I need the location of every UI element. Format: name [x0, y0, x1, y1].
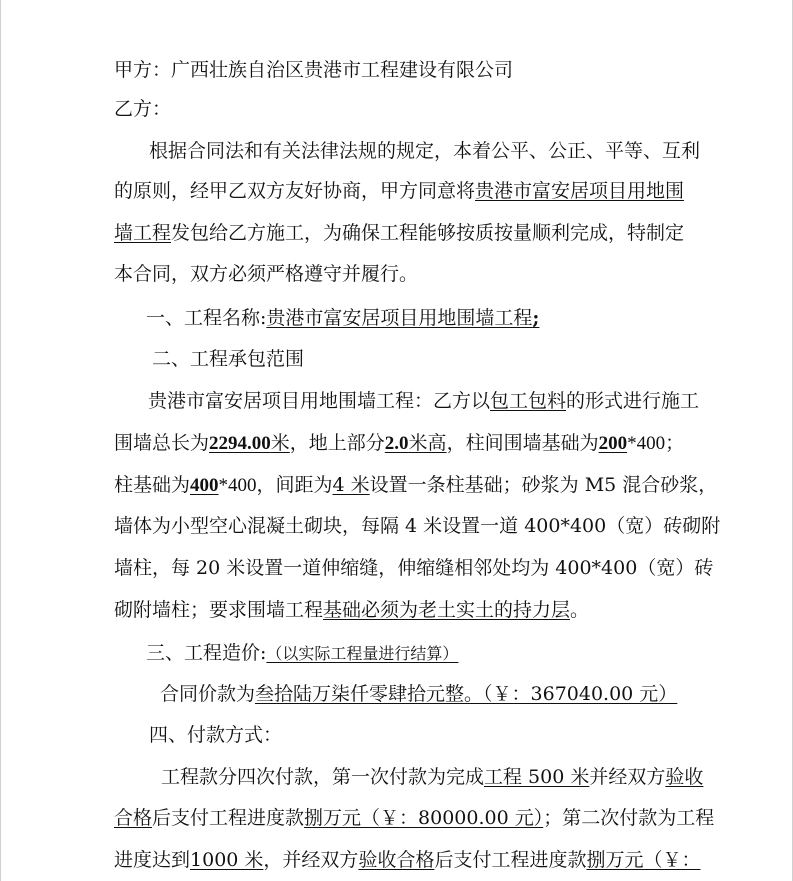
- scope-line-2: [114, 430, 684, 456]
- scope-text: 的形式进行施工: [566, 390, 700, 412]
- acceptance-text: 验收: [665, 766, 704, 788]
- payment-line-3: [114, 847, 700, 873]
- payment-text: ；第二次付款为工程: [543, 807, 715, 829]
- project-name-inline-end: 墙工程: [114, 222, 172, 244]
- payment-line-1: [161, 764, 703, 790]
- scope-line-1: [148, 388, 699, 414]
- foundation-depth: *400；: [627, 433, 685, 454]
- wall-length-unit: 米: [270, 432, 290, 454]
- party-a-text: 甲方：广西壮族自治区贵港市工程建设有限公司: [114, 59, 514, 81]
- payment-text: 并经双方: [589, 766, 666, 788]
- section-2-title: [152, 346, 304, 372]
- intro-line-4: [114, 261, 418, 287]
- scope-line-3: [114, 472, 717, 498]
- intro-text: 本合同，双方必须严格遵守并履行。: [114, 263, 419, 285]
- foundation-requirement: 基础必须为老土实土的持力层: [323, 599, 571, 621]
- scope-text: ，地上部分: [289, 432, 385, 454]
- column-base-width: 400: [190, 475, 219, 496]
- scope-text: ，间距为: [256, 474, 333, 496]
- intro-line-1: [149, 138, 700, 164]
- section-1-value: 贵港市富安居项目用地围墙工程: [266, 307, 533, 329]
- section-1-semicolon: ;: [532, 307, 540, 329]
- column-spacing: 4 米: [332, 474, 370, 496]
- party-a-line: [114, 57, 513, 83]
- acceptance-text: 验收合格: [358, 849, 435, 871]
- section-4-title-text: 四、付款方式：: [149, 724, 283, 746]
- wall-height-unit: 米高: [408, 432, 447, 454]
- milestone-2-length: 1000 米: [190, 849, 264, 871]
- section-1-label: 一、工程名称:: [146, 307, 267, 329]
- scope-text: 墙柱，每 20 米设置一道伸缩缝，伸缩缝相邻处均为 400*400（宽）砖: [114, 557, 714, 579]
- scope-text: ，柱间围墙基础为: [446, 432, 599, 454]
- settlement-note: （以实际工程量进行结算）: [266, 644, 459, 663]
- section-2-title-text: 二、工程承包范围: [152, 348, 305, 370]
- section-4-title: [149, 722, 282, 748]
- payment-2-amount: 捌万元（￥：: [586, 849, 701, 871]
- party-b-line: [114, 96, 171, 122]
- scope-line-5: [114, 555, 713, 581]
- section-1-line: [146, 305, 539, 331]
- scope-text: 贵港市富安居项目用地围墙工程：乙方以: [148, 390, 491, 412]
- section-3-label: 三、工程造价:: [146, 642, 267, 664]
- project-name-inline: 贵港市富安居项目用地围: [475, 180, 685, 202]
- payment-text: ，并经双方: [263, 849, 359, 871]
- scope-text: 围墙总长为: [114, 432, 210, 454]
- payment-text: 进度达到: [114, 849, 191, 871]
- scope-line-4: [114, 513, 720, 539]
- milestone-1-length: 工程 500 米: [484, 766, 590, 788]
- foundation-width: 200: [598, 433, 628, 454]
- contract-price-label: 合同价款为: [160, 683, 256, 705]
- scope-text: 设置一条柱基础；砂浆为 M5 混合砂浆，: [369, 474, 718, 496]
- payment-text: 工程款分四次付款，第一次付款为完成: [161, 766, 485, 788]
- intro-text: 的原则，经甲乙双方友好协商，甲方同意将: [114, 180, 476, 202]
- payment-text: 后支付工程进度款: [152, 807, 305, 829]
- scope-text: 墙体为小型空心混凝土砌块，每隔 4 米设置一道 400*400（宽）砖砌附: [114, 515, 721, 537]
- scope-text: 柱基础为: [114, 474, 191, 496]
- acceptance-text: 合格: [114, 807, 153, 829]
- payment-line-2: [114, 805, 714, 831]
- column-base-depth: *400: [218, 475, 257, 496]
- party-b-text: 乙方：: [114, 98, 172, 120]
- scope-text: 。: [570, 599, 590, 621]
- scope-line-6: [114, 597, 589, 623]
- payment-text: 后支付工程进度款: [434, 849, 587, 871]
- intro-line-2: [114, 178, 684, 204]
- intro-text: 根据合同法和有关法律法规的规定，本着公平、公正、平等、互利: [149, 140, 701, 162]
- payment-1-amount: 捌万元（￥：80000.00 元）: [304, 807, 544, 829]
- intro-text: 发包给乙方施工，为确保工程能够按质按量顺利完成，特制定: [171, 222, 685, 244]
- section-3-line: [146, 640, 458, 666]
- wall-length: 2294.00: [209, 433, 271, 454]
- wall-height: 2.0: [384, 433, 409, 454]
- intro-line-3: [114, 220, 684, 246]
- contract-price-value: 叁拾陆万柒仟零肆拾元整。（￥：367040.00 元）: [255, 683, 678, 705]
- contract-form: 包工包料: [490, 390, 567, 412]
- scope-text: 砌附墙柱；要求围墙工程: [114, 599, 324, 621]
- contract-price-line: [160, 681, 677, 707]
